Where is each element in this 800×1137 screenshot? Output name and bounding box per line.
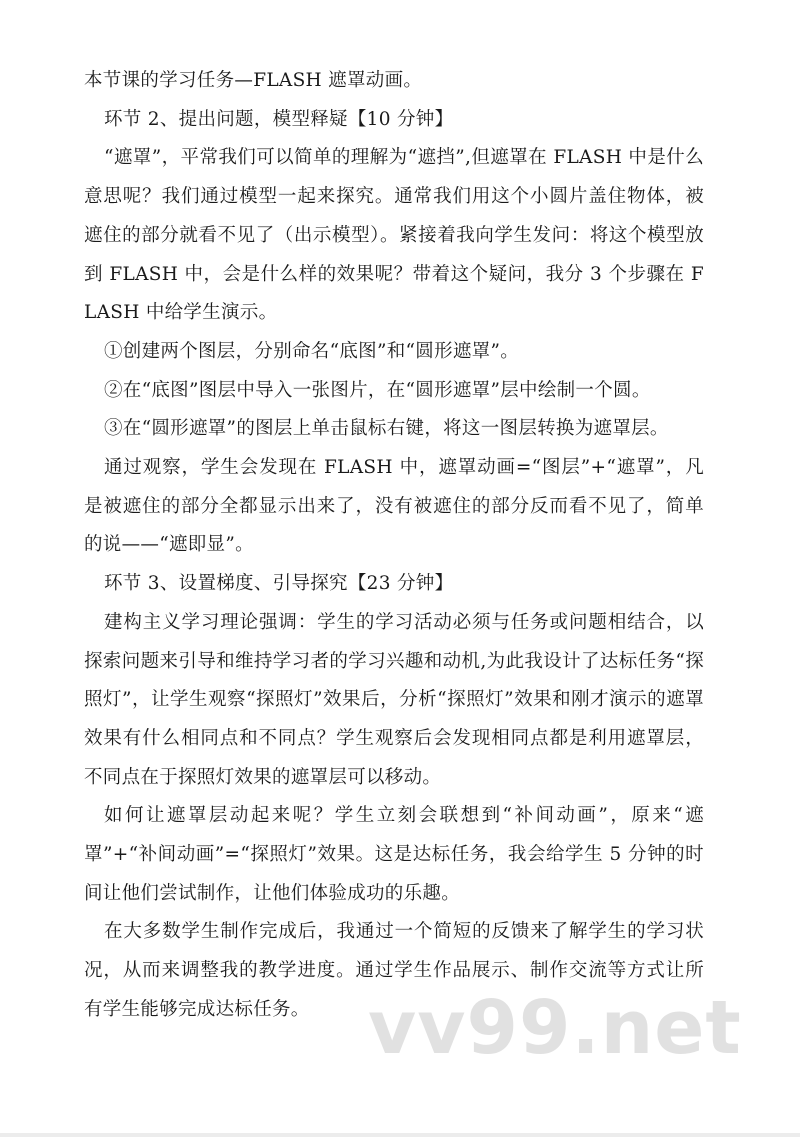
paragraph-tween-animation: 如何让遮罩层动起来呢？学生立刻会联想到“补间动画”，原来“遮罩”+“补间动画”=“探照灯”效果。这是达标任务，我会给学生 5 分钟的时间让他们尝试制作，让他们体验成功的乐趣。 [84, 805, 704, 904]
paragraph-task-intro: 本节课的学习任务—FLASH 遮罩动画。 [84, 70, 423, 91]
watermark-text: vv99.net [368, 985, 742, 1071]
list-item-step-2: ②在“底图”图层中导入一张图片，在“圆形遮罩”层中绘制一个圆。 [104, 379, 651, 401]
paragraph-observation: 通过观察，学生会发现在 FLASH 中，遮罩动画=“图层”+“遮罩”，凡是被遮住的部分全都显示出来了，没有被遮住的部分反而看不见了，简单的说——“遮即显”。 [84, 457, 704, 556]
section-heading-step-2: 环节 2、提出问题，模型释疑【10 分钟】 [104, 108, 454, 130]
section-heading-step-3: 环节 3、设置梯度、引导探究【23 分钟】 [104, 573, 454, 595]
paragraph-mask-explanation: “遮罩”，平常我们可以简单的理解为“遮挡”,但遮罩在 FLASH 中是什么意思呢？我们通过模型一起来探究。通常我们用这个小圆片盖住物体，被遮住的部分就看不见了（出示模型）。紧接着我向学生发问：将这个模型放到 FLASH 中，会是什么样的效果呢？带着这个疑问，我分 3 个步骤在 FLASH 中给学生演示。 [84, 147, 704, 324]
list-item-step-1: ①创建两个图层，分别命名“底图”和“圆形遮罩”。 [104, 340, 520, 362]
list-item-step-3: ③在“圆形遮罩”的图层上单击鼠标右键，将这一图层转换为遮罩层。 [104, 418, 669, 440]
paragraph-constructivism: 建构主义学习理论强调：学生的学习活动必须与任务或问题相结合，以探索问题来引导和维持学习者的学习兴趣和动机,为此我设计了达标任务“探照灯”，让学生观察“探照灯”效果后，分析“探照灯”效果和刚才演示的遮罩效果有什么相同点和不同点？学生观察后会发现相同点都是利用遮罩层，不同点在于探照灯效果的遮罩层可以移动。 [84, 611, 704, 788]
document-body [84, 62, 704, 1030]
page-bottom-edge [0, 1133, 800, 1137]
paragraph-feedback: 在大多数学生制作完成后，我通过一个简短的反馈来了解学生的学习状况，从而来调整我的教学进度。通过学生作品展示、制作交流等方式让所有学生能够完成达标任务。 [84, 921, 704, 1020]
